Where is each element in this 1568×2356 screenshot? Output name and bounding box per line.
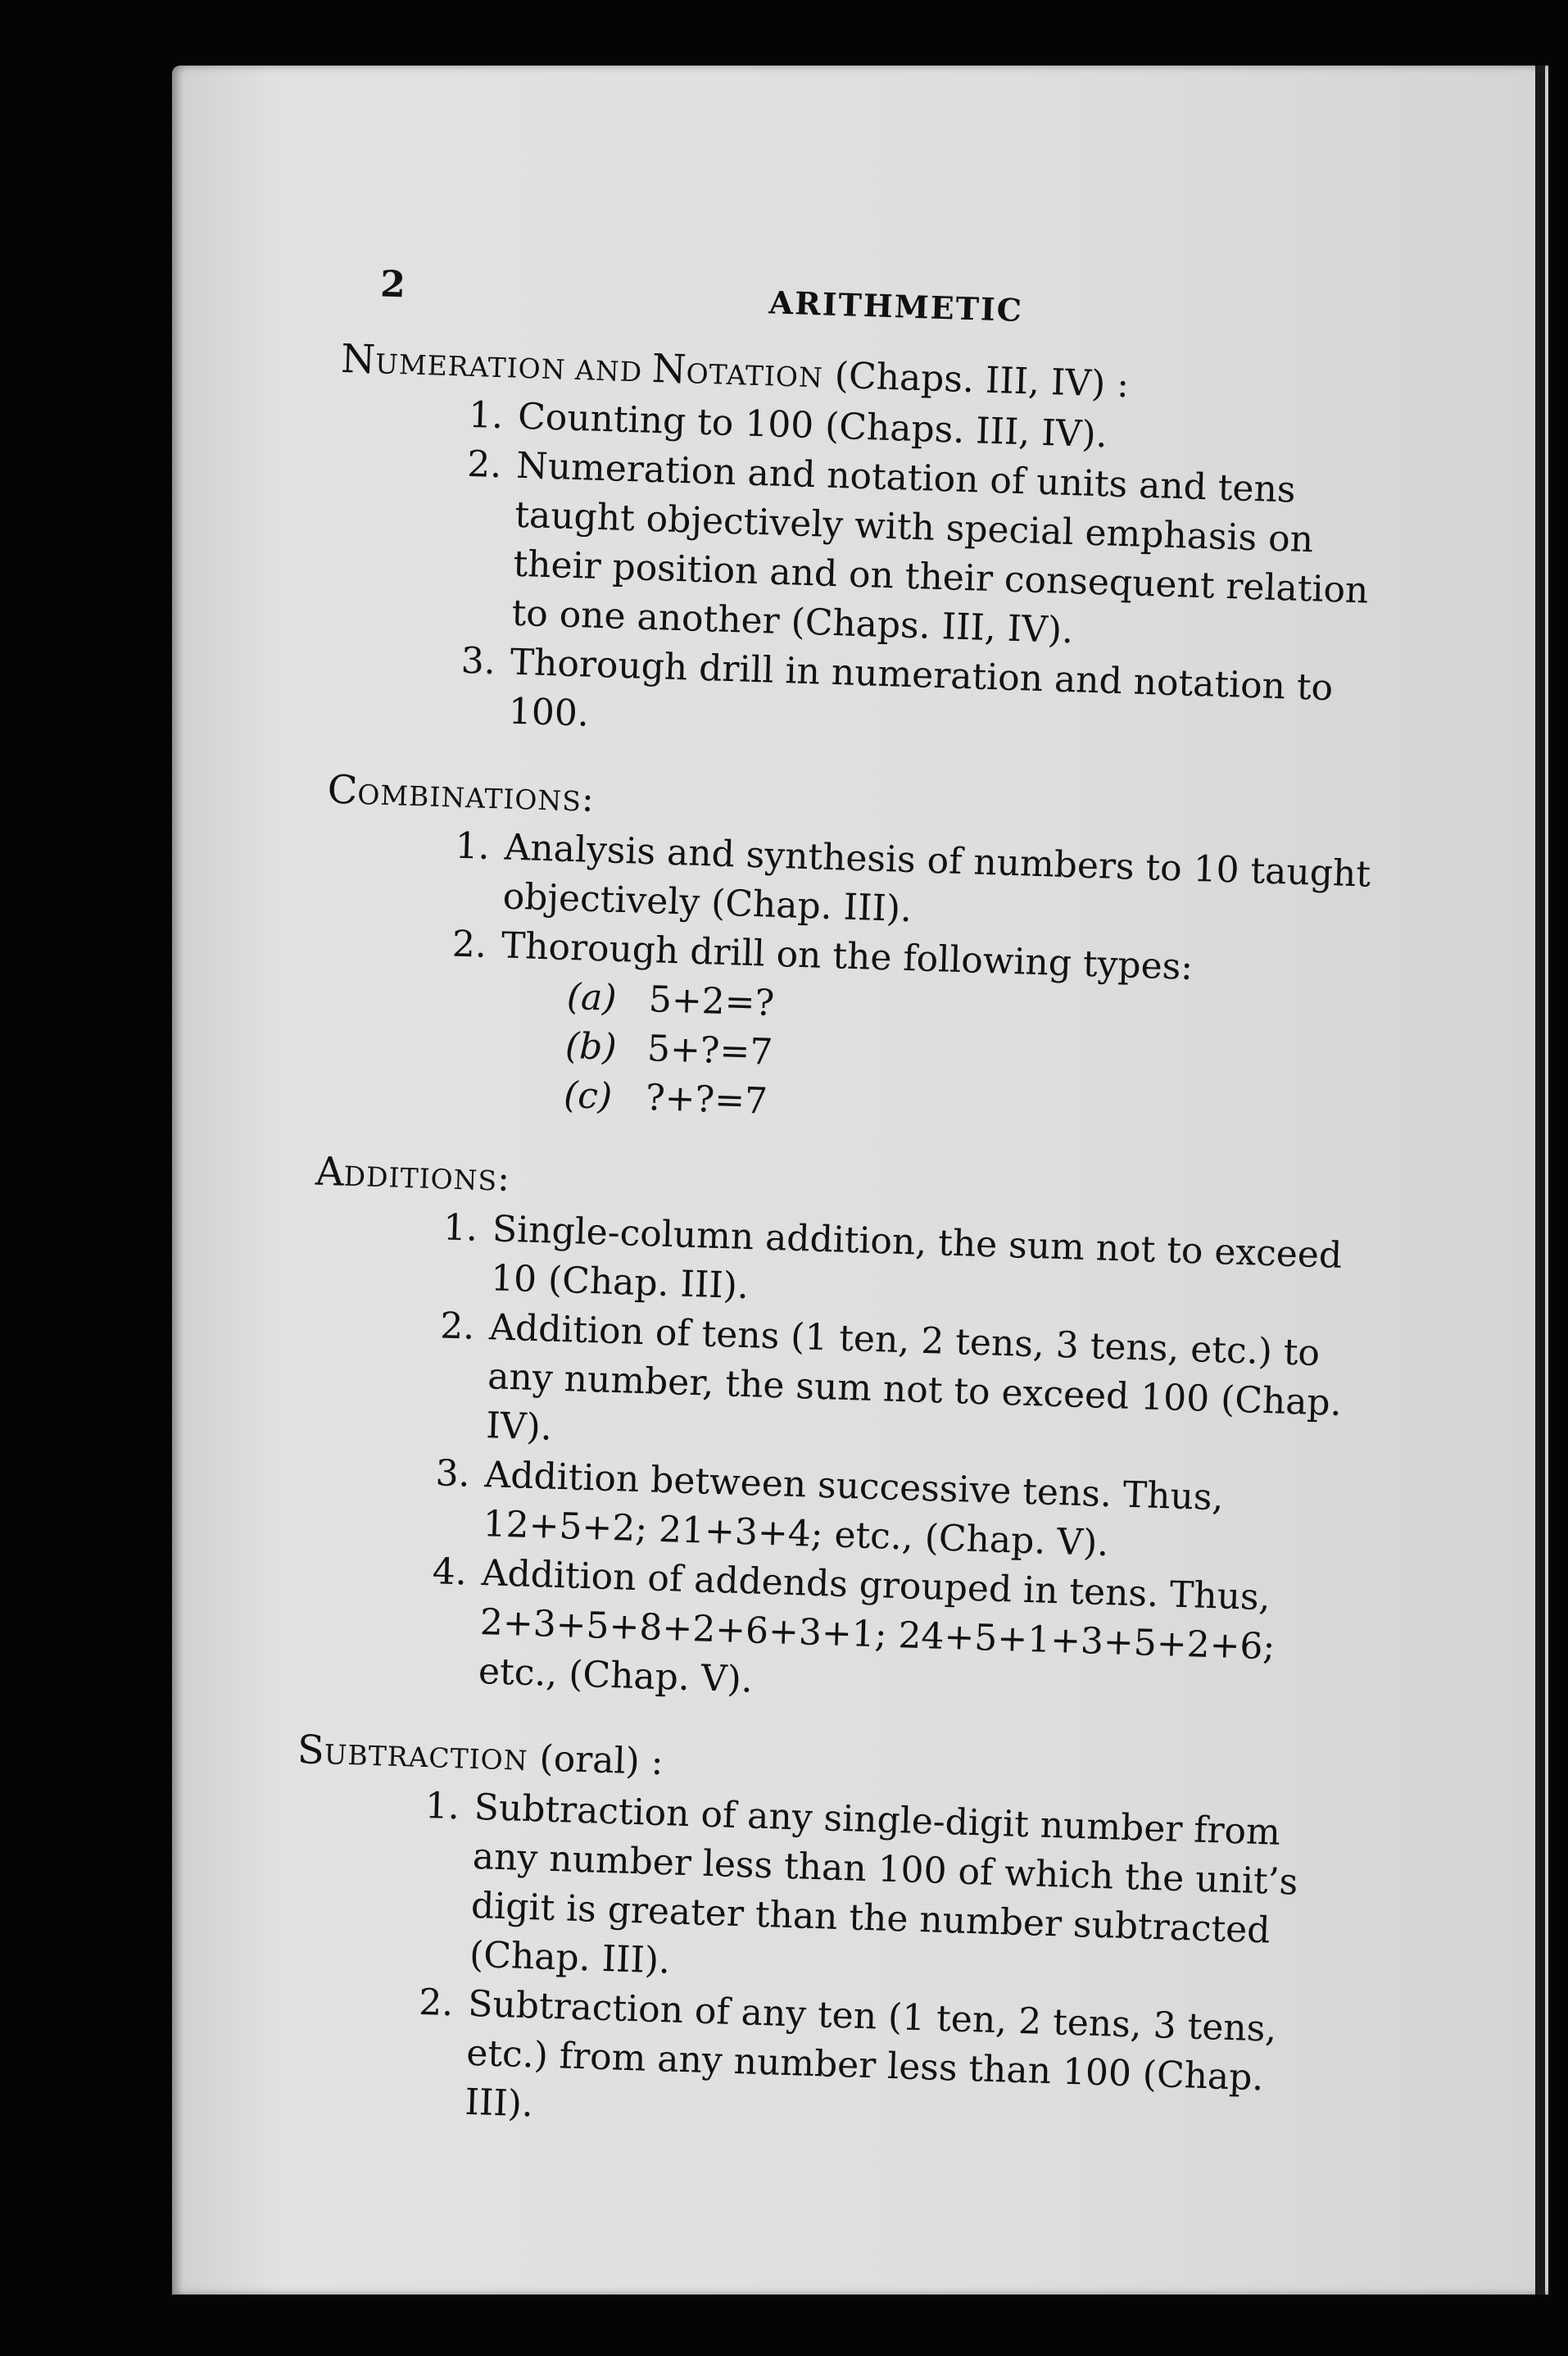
item-list — [329, 387, 1389, 764]
type-expression: 5+?=7 — [646, 1028, 774, 1074]
item-text: Counting to 100 (Chaps. III, IV). — [517, 395, 1108, 456]
heading-smallcaps: OMBINATIONS — [356, 778, 582, 818]
heading-initial: N — [340, 335, 377, 384]
page-edge-shadow — [1535, 66, 1545, 2295]
item-list — [299, 1199, 1362, 1723]
heading-initial: C — [326, 766, 359, 814]
item-number: 1. — [424, 1785, 460, 1828]
item-number: 1. — [442, 1206, 478, 1250]
list-item — [423, 438, 1387, 665]
heading-smallcaps: OTATION — [686, 357, 824, 394]
heading-initial: N — [650, 345, 687, 393]
type-expression: 5+2=? — [648, 978, 775, 1024]
item-text: Addition of tens (1 ten, 2 tens, 3 tens, etc.) to any number, the sum not to exceed 100 (Chap. IV). — [485, 1306, 1343, 1449]
page-text — [284, 262, 1392, 2190]
type-label: (c) — [563, 1074, 613, 1118]
section-combinations — [317, 767, 1376, 1146]
item-text: Thorough drill in numeration and notation to 100. — [508, 641, 1334, 735]
item-number: 2. — [439, 1305, 476, 1348]
item-number: 2. — [451, 923, 487, 966]
section-subtraction — [286, 1727, 1347, 2154]
list-item — [380, 1781, 1344, 2008]
item-number: 1. — [454, 824, 491, 868]
heading-initial: S — [297, 1727, 325, 1774]
heading-smallcaps: DDITIONS — [343, 1160, 498, 1197]
type-label: (b) — [564, 1024, 618, 1069]
type-expression: ?+?=7 — [645, 1077, 768, 1123]
item-number: 3. — [434, 1452, 471, 1496]
heading-rest: : — [496, 1157, 510, 1200]
running-head: ARITHMETIC — [768, 284, 1024, 329]
item-number: 2. — [418, 1981, 455, 2025]
heading-initial: A — [315, 1148, 345, 1196]
list-item — [397, 1301, 1360, 1478]
item-number: 1. — [468, 393, 505, 438]
heading-rest: : — [581, 778, 595, 820]
item-text: Subtraction of any single-digit number from any number less than 100 of which the unit’s digit is greater than the number subtracted (Chap. III). — [469, 1786, 1298, 1982]
heading-rest: (oral) : — [527, 1736, 664, 1784]
item-text: Addition of addends grouped in tens. Thus, 2+3+5+8+2+6+3+1; 24+5+1+3+5+2+6; etc., (Chap. V). — [478, 1552, 1276, 1701]
item-text: Thorough drill on the following types: — [501, 924, 1194, 988]
item-number: 4. — [432, 1550, 468, 1594]
page-number: 2 — [379, 263, 406, 306]
item-text: Single-column addition, the sum not to exceed 10 (Chap. III). — [490, 1208, 1343, 1308]
item-text: Addition between successive tens. Thus, 12+5+2; 21+3+4; etc., (Chap. V). — [482, 1454, 1225, 1565]
heading-smallcaps: UMERATION AND — [374, 347, 653, 388]
item-list — [286, 1777, 1345, 2154]
section-additions — [299, 1148, 1364, 1723]
heading-rest: (Chaps. III, IV) : — [823, 354, 1130, 406]
item-text: Numeration and notation of units and tens taught objectively with special emphasis on their position and on their consequent relation to one another (Chaps. III, IV). — [510, 444, 1370, 652]
list-item — [389, 1546, 1352, 1724]
item-number: 3. — [460, 639, 496, 683]
item-text: Subtraction of any ten (1 ten, 2 tens, 3 tens, etc.) from any number less than 100 (Chap. III). — [464, 1982, 1278, 2126]
item-number: 2. — [466, 443, 503, 487]
heading-smallcaps: UBTRACTION — [324, 1738, 529, 1777]
type-label: (a) — [566, 975, 618, 1019]
item-text: Analysis and synthesis of numbers to 10 taught objectively (Chap. III). — [501, 826, 1371, 931]
list-item — [376, 1977, 1339, 2154]
section-numeration — [329, 336, 1390, 764]
